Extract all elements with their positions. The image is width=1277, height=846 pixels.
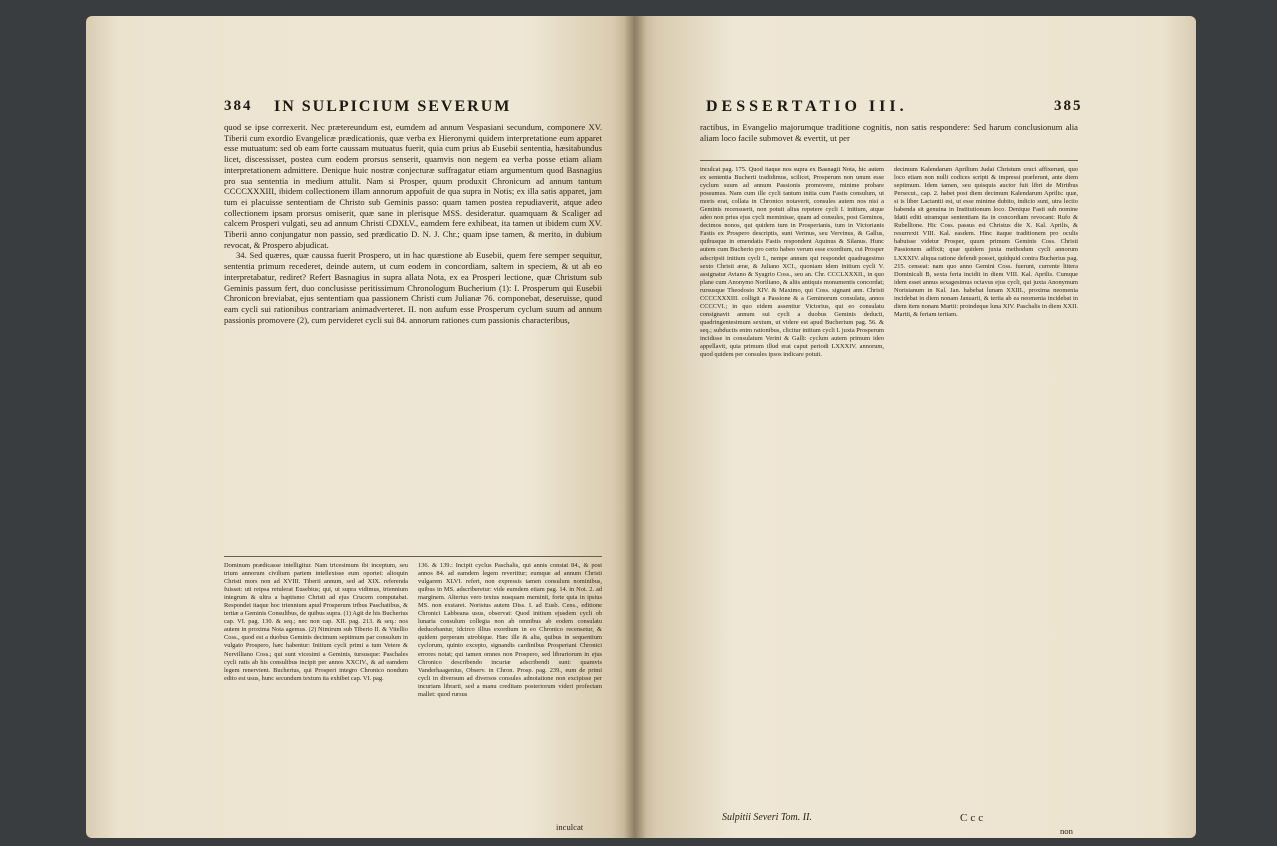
- footnote-separator: [224, 556, 602, 557]
- book-gutter: [624, 16, 646, 838]
- footnotes-column-1: inculcat pag. 175. Quod itaque nos supra ex Basnagii Nota, hic autem ex sententia Bucherii tradidimus, scilicet, Prosperum non unum esse cyclum suum ad annum Passionis promovere, minime probare possumus. Nam cum ille cycli tantum initia cum Fastis consulum, ut moris erat, collata in Chronico notaverit, consules autem nos nisi a Geminis recensuerit, non potuit alius repetere cycli I. initium, atque adeo non prius ejus cycli meminisse, quam ad consules, post Geminos, decimos nonos, qui quidem tum in Prosperianis, tum in Victorianis Fastis ex Prospero descriptis, sunt Verinus, seu Vervinus, & Gallus, quibusque in emendatis Fastis respondent Aquinus & Silanus. Hunc autem cum Bucherio pro certo habeo verum esse exordium, cui Prosper adscripsit initium cycli I., nempe annum qui respondet quadragesimo sexto Christi æræ, & Juliano XCI., quoniam idem initium cycli V. assignatur Aviano & Syagrio Coss., seu an. Chr. CCCLXXXII., in quo plane cum Anonymo Noriliano, & aliis antiquis monumentis concordat; rursusque Theodosio XIV. & Maximo, qui Coss. signant ann. Christi CCCCXXXIII. colligit a Passione & a Geminorum consulatu, annos CCCCVI.; in quo eidem assentiur Victorius, qui eo consulatu consignavit annum sui cycli a duobus Geminis deducti, quadringentesimum sextum, ut videre est apud Bucherium pag. 56. & seq.; subductis enim rationibus, clicitur initium cycli I. juxta Prosperum incidisse in consulatum Verini & Galli: cyclum autem primum ideo appellavit, quia primum illud erat caput periodi LXXXIV. annorum, quod quidem per consules ipsos indicare potuit.: [700, 166, 884, 359]
- left-page: [86, 16, 634, 838]
- page-number-right: 385: [1054, 98, 1083, 114]
- footnotes-column-2: 136. & 139.: Incipit cyclus Paschalis, qui annis constat 84., & post annos 84. ad eamdem legem revertitur; eumque ad annum Christi vulgarem XLVI. refert, non expressis tamen consulum nominibus, quibus in MS. adscriberetur: vide eumdem etiam pag. 14. in Not. 2. ad marginem. Alterius vero textus nusquam meminit, forte quia in ipsius MS. non exstaret. Noristus autem Diss. I. ad Eusb. Cens., editione Chronici Labbeana usus, observat: Quod initium ejusdem cycli ob lunaria consulum collegia non ab omnibus ab eodem consulatu deducebantur, idcirco illius exordium in eo Chronico recensetur, & quidem perperam utrobique. Hæc ille & alia, quibus in sequentium cyclorum, quinto excepto, signandis cardinibus Prosperiani Chronici errores notat; qui tamen omnes non Prospero, sed librariorum in ejus Chronico describendo incuriæ adscribendi sunt: quamvis Vanderhaagenius, Observ. in Chron. Prosp. pag. 239., eum de primi cycli in diversum ad diversos consules adnotatione non excipisse per incuriam librarii, sed a manu creditam posteriorum videri profectam mallet: quod rursus: [418, 562, 602, 698]
- paragraph: ractibus, in Evangelio majorumque traditione cognitis, non satis respondere: Sed harum conclusionum alia aliam loco facile submovet & evertit, ut per: [700, 122, 1078, 143]
- running-head-left: IN SULPICIUM SEVERUM: [274, 98, 512, 115]
- open-book: [86, 6, 1196, 842]
- catchword: non: [1060, 826, 1073, 836]
- footnotes-column-1: Dominum prædicasse intelligitur. Nam tricesimum ibi inceptum, seu trium annorum civilium partem intellexisse eum oportet: alioquin Christi mors non ad XVIII. Tiberii annum, sed ad XIX. referenda fuisset: uti reipsa retulerat Eusebius; qui, ut supra vidimus, triennium integrum & ultra a baptismo Christi ad ejus Crucem computabat. Respondet itaque hoc triennium apud Prosperum tribus Paschatibus, & tertiæ a Geminis Consulibus, de quibus supra. (1) Agit de his Bucherius cap. VI. pag. 130. & seq.; nec non cap. XII. pag. 213. & seq.: nos autem in proxima Nota agemus. (2) Nimirum sub Tiberio II. & Vitellio Coss., quod est a duobus Geminis decimum septimum par consulum in vulgato Prospero, hæc habentur: Initium cycli primi a tum Vetere & Nervilliano Coss.; qui sunt vicesimi a Geminis, tursusque: Paschales cycli ratis ab his consulibus incipit per annos XXCIV., & ad eamdem legem renervient. Bucherius, qui Prosperi integro Chronico nondum edito est usus, hunc secundum textum ita exhibet cap. VI. pag.: [224, 562, 408, 682]
- signature-line: Sulpitii Severi Tom. II.: [722, 812, 812, 823]
- paragraph: 34. Sed quæres, quæ caussa fuerit Prospero, ut in hac quæstione ab Eusebii, quem fere semper sequitur, sententia primum recederet, deinde autem, ut cum eodem in concordiam, saltem in speciem, & ut ab eo interpretabatur, rediret? Refert Basnagius in supra allata Nota, ex ea Prosperi lectione, quæ Christum sub Geminis passum fert, duo conclusisse peritissimum Chronologum Bucherium (1): I. Prosperum qui Eusebii Chronicon breviabat, ejus sententiam qua passionem Christi cum Julianæ 76. componebat, deseruisse, quod eam cycli sui rationibus contrariam animadverteret. II. non aufum esse Prosperum cyclum suum ad annum passionis promovere (2), cum pervideret cycli sui 84. annorum rationes cum passionis characteribus,: [224, 250, 602, 325]
- main-text-right: [700, 122, 1078, 143]
- right-page: [634, 16, 1196, 838]
- running-head-right: DESSERTATIO III.: [706, 98, 908, 115]
- catchword: inculcat: [556, 822, 584, 832]
- main-text-left: [224, 122, 602, 325]
- paragraph: quod se ipse correxerit. Nec prætereundum est, eumdem ad annum Vespasiani secundum, componere XV. Tiberii cum exordio Evangelicæ prædicationis, quæ verba ex Hieronymi quidem interpretatione eum apparet esse mutuatum: sed ob eam forte caussam mutuatus fuerit, quia cum prius ab Eusebii sententia, hæsitabundus licet, discessisset, postea cum eodem prorsus senserit, quamvis non negem ea verba posse etiam aliam interpretationem admittere. Denique huic nostræ conjecturæ suffragatur etiam argumentum quod Basnagius pro sua sententia in medium attulit. Nam si Prosper, quum produxit Chronicum ad annum tantum CCCCXXXIII, ibidem collectionem illam annorum appofuit de qua supra in Notis; ex illa satis apparet, jam tum ei placuisse sententiam de Christo sub Geminis passo: quam tamen postea repudiaverit, atque adeo collectionem ipsam prorsus omiserit, quæ sane in plerisque MSS. desideratur. quamquam & Scaliger ad calcem Prosperi vulgati, seu ad annum Christi CDXLV., eamdem fere exhibeat, ita tamen ut ibidem cum XV. Tiberii anno conjungatur non passio, sed prædicatio D. N. J. Chr.; quam ipse tamen, & merito, in dubium revocat, & Prospero abjudicat.: [224, 122, 602, 250]
- footnotes-column-2: decimum Kalendarum Aprilium Judai Christum cruci affixerunt, quo loco etiam non nulli codices scripti & impressi præferunt, ante diem septimum. Idem tamen, seu quisquis auctor fuit libri de Mirtibus Persecut., cap. 2. habet post diem decimum Kalendarum Aprilis: quæ, si is liber Lactantii est, ut esse minime dubito, indicio sunt, utra lectio habenda sit genuina in Institutionum loco. Denique Fasti sub nomine Idatii editi utramque sententiam ita in concordiam revocant: Rufo & Rubellione. Hic Coss. passus est Christus die X. Kal. Aprilis, & resurrexit VIII. Kal. easdem. Hinc itaque traditionem pro oculis habuisse videtur Prosper, quum primum Geminis Coss. Christi Passionem adfixit; quæ quidem juxta methodum cycli annorum LXXXIV. aliqua ratione defendi posset, quidquid contra Bucherius pag. 215. censeat: nam quo anno Gemini Coss. fuerunt, currente littera Dominicali B, sexta feria incidit in diem VIII. Kal. Aprilis. Cumque idem esset annus sexagesimus octavus ejus cycli, qui juxta Anonymum Norisianum in Kal. Jan. habebat lunam XXIII., proxima neomenia incidebat in diem nonam Januarii, & tertia ab ea neomenia incidebat in diem item nonam Martii: proindeque luna XIV. Paschalis in diem XXII. Martii, & feriam tertiam.: [894, 166, 1078, 318]
- signature-mark: Ccc: [960, 812, 987, 824]
- footnote-separator: [700, 160, 1078, 161]
- page-number-left: 384: [224, 98, 253, 114]
